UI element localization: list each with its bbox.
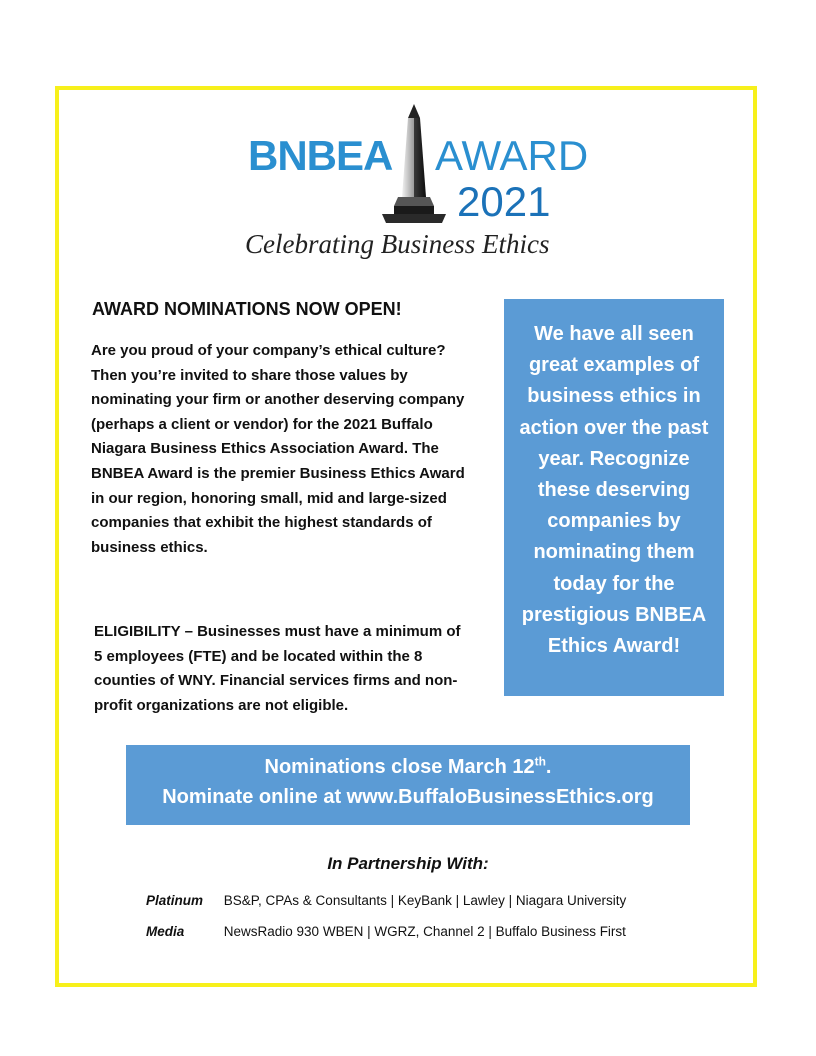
callout-text: We have all seen great examples of business ethics in action over the past year. Recognize these deserving companies by nominating them today for the prestigious BNBEA Ethics Award! [519,323,709,658]
tier-name: Platinum [146,893,204,908]
partners-heading: In Partnership With: [327,854,489,873]
logo-brand: BNBEA [248,132,393,179]
tier-name: Media [146,924,185,939]
partner-tier-row [146,893,626,908]
callout-box [504,299,724,696]
deadline-period: . [545,756,552,778]
tier-members: BS&P, CPAs & Consultants | KeyBank | Lawley | Niagara University [223,893,627,908]
deadline-line [126,752,690,782]
tagline: Celebrating Business Ethics [245,229,550,259]
nominate-online-link[interactable]: Nominate online at www.BuffaloBusinessEthics.org [162,786,654,808]
logo-year: 2021 [457,178,551,225]
logo-award-word: AWARD [435,132,589,179]
deadline-ordinal: th [534,754,546,769]
eligibility-paragraph: ELIGIBILITY – Businesses must have a minimum of 5 employees (FTE) and be located within the 8 counties of WNY. Financial services firms and non-profit organizations are not eligible. [94,623,461,714]
nominations-banner [126,745,690,825]
partner-tier-row [146,924,626,939]
section-heading: AWARD NOMINATIONS NOW OPEN! [92,299,402,319]
deadline-text: Nominations close March 12 [264,756,535,778]
award-logo [240,100,589,230]
tier-members: NewsRadio 930 WBEN | WGRZ, Channel 2 | Buffalo Business First [223,924,626,939]
intro-paragraph: Are you proud of your company’s ethical culture? Then you’re invited to share those values by nominating your firm or another deserving company (perhaps a client or vendor) for the 2021 Buffalo Niagara Business Ethics Association Award. The BNBEA Award is the premier Business Ethics Award in our region, honoring small, mid and large-sized companies that exhibit the highest standards of business ethics. [91,342,465,556]
